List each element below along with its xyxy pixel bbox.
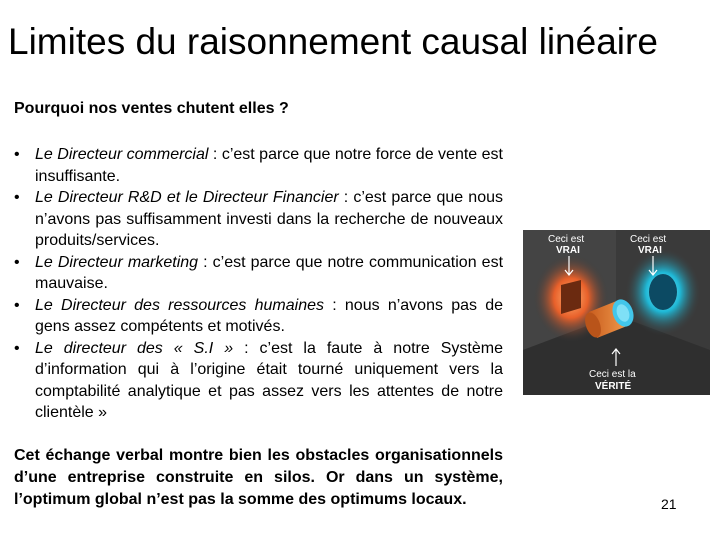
conclusion-paragraph: Cet échange verbal montre bien les obstacles organisationnels d’une entreprise construite en silos. Or dans un système, l’optimum global n’est pas la somme des optimums locaux. — [14, 447, 503, 508]
left-label-line1: Ceci est — [548, 234, 585, 245]
bullet-text: : c’est parce que nous n’avons pas suffisamment investi dans la recherche de nouveaux produits/services. — [35, 189, 503, 249]
right-label-line1: Ceci est — [630, 234, 667, 245]
bullet-role: Le Directeur marketing — [35, 253, 199, 271]
bullet-role: Le Directeur R&D et le Directeur Financier — [35, 189, 339, 206]
bullet-item-hr — [14, 295, 503, 338]
bottom-label-line1: Ceci est la — [589, 369, 636, 380]
left-label-line2: VRAI — [556, 245, 580, 256]
bullet-list — [14, 144, 503, 424]
bullet-item-si — [14, 338, 503, 424]
bullet-item-commercial — [14, 144, 503, 187]
square-shadow — [561, 280, 581, 314]
right-label-line2: VRAI — [638, 245, 662, 256]
bullet-item-rd-finance — [14, 187, 503, 252]
bullet-role: Le Directeur commercial — [35, 146, 209, 163]
slide-title: Limites du raisonnement causal linéaire — [8, 21, 658, 62]
bullet-text: : nous n’avons pas de gens assez compétents et motivés. — [35, 296, 504, 335]
page-number: 21 — [661, 496, 677, 512]
bullet-text: : c’est la faute à notre Système d’information qui à l’origine était tourné uniquement vers la comptabilité analytique et pas assez vers les attentes de notre clientèle » — [35, 339, 503, 421]
bullet-role: Le Directeur des ressources humaines — [35, 296, 325, 314]
bullet-item-marketing — [14, 252, 503, 295]
circle-shadow — [649, 274, 677, 310]
bullet-text: : c’est parce que notre communication est mauvaise. — [35, 253, 504, 292]
bullet-text: : c’est parce que notre force de vente est insuffisante. — [35, 146, 504, 185]
question-heading: Pourquoi nos ventes chutent elles ? — [14, 100, 289, 117]
perspective-cylinder-illustration — [523, 230, 710, 395]
bullet-role: Le directeur des « S.I » — [35, 339, 234, 357]
bottom-label-line2: VÉRITÉ — [595, 381, 632, 392]
